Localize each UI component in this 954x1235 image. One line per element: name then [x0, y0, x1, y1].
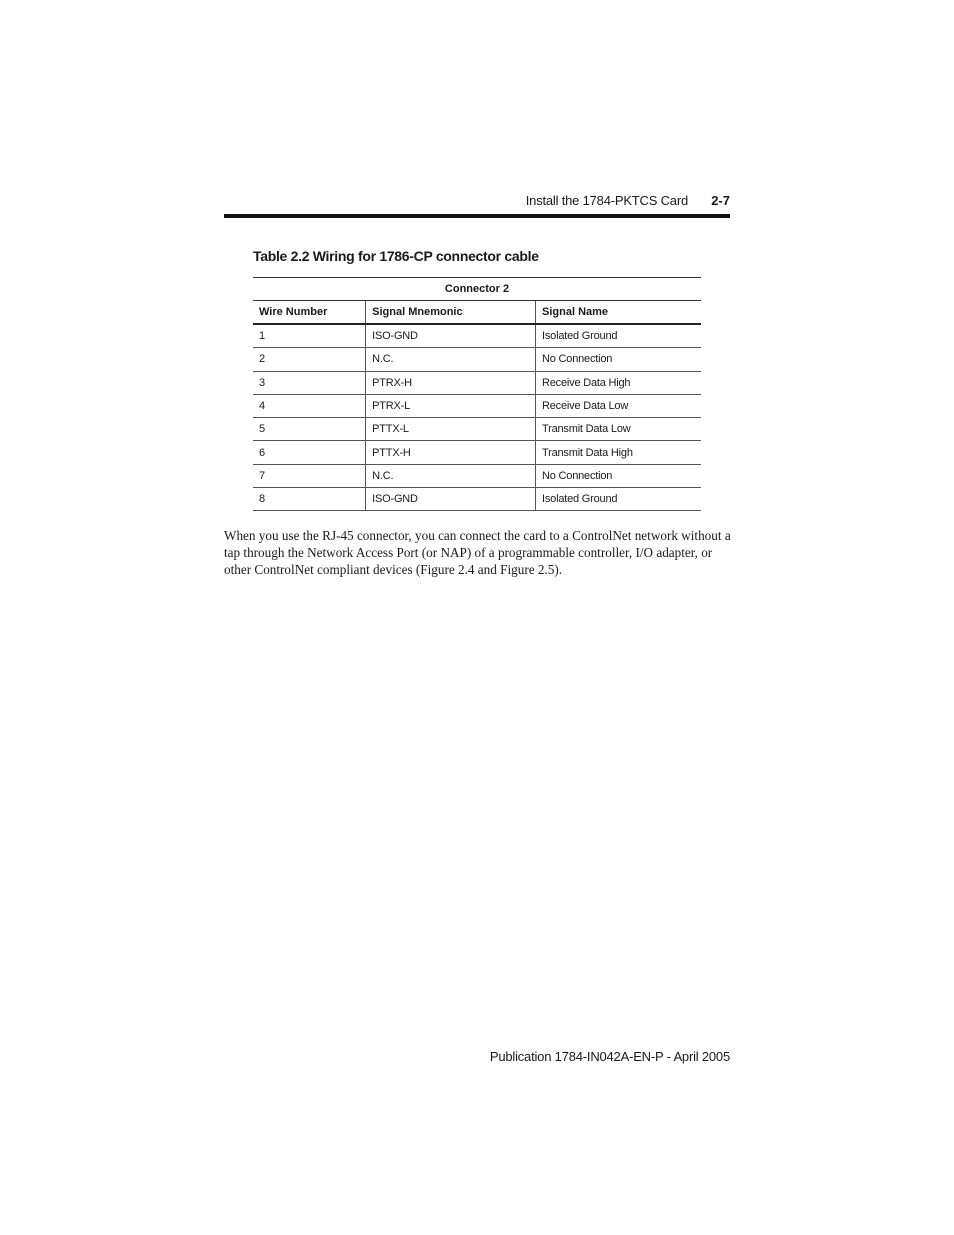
column-header-wire-number: Wire Number [253, 301, 366, 325]
cell-signal-mnemonic: N.C. [366, 348, 536, 371]
table-row [253, 488, 701, 511]
publication-footer: Publication 1784-IN042A-EN-P - April 2005 [489, 1049, 730, 1064]
cell-wire-number: 2 [253, 348, 366, 371]
cell-signal-name: Isolated Ground [536, 324, 701, 348]
cell-signal-mnemonic: N.C. [366, 464, 536, 487]
table-caption: Table 2.2 Wiring for 1786-CP connector cable [253, 248, 539, 264]
cell-wire-number: 4 [253, 394, 366, 417]
cell-signal-name: No Connection [536, 348, 701, 371]
header-title: Install the 1784-PKTCS Card [525, 193, 688, 208]
cell-signal-name: Transmit Data Low [536, 418, 701, 441]
group-header-connector: Connector 2 [253, 278, 701, 301]
page-header [224, 188, 730, 212]
cell-signal-mnemonic: PTTX-L [366, 418, 536, 441]
cell-signal-name: Transmit Data High [536, 441, 701, 464]
table-row [253, 441, 701, 464]
cell-signal-mnemonic: PTRX-L [366, 394, 536, 417]
table-group-header-row [253, 278, 701, 301]
cell-signal-name: No Connection [536, 464, 701, 487]
cell-signal-name: Receive Data High [536, 371, 701, 394]
column-header-signal-name: Signal Name [536, 301, 701, 325]
table-row [253, 464, 701, 487]
cell-signal-name: Isolated Ground [536, 488, 701, 511]
cell-wire-number: 5 [253, 418, 366, 441]
cell-wire-number: 3 [253, 371, 366, 394]
table-row [253, 324, 701, 348]
page-number: 2-7 [711, 193, 730, 208]
column-header-signal-mnemonic: Signal Mnemonic [366, 301, 536, 325]
cell-signal-mnemonic: PTTX-H [366, 441, 536, 464]
table-row [253, 371, 701, 394]
cell-signal-mnemonic: PTRX-H [366, 371, 536, 394]
header-rule [224, 214, 730, 218]
table-column-header-row [253, 301, 701, 325]
cell-signal-mnemonic: ISO-GND [366, 324, 536, 348]
wiring-table [253, 277, 701, 511]
table-row [253, 348, 701, 371]
cell-signal-mnemonic: ISO-GND [366, 488, 536, 511]
table-row [253, 394, 701, 417]
cell-wire-number: 6 [253, 441, 366, 464]
cell-signal-name: Receive Data Low [536, 394, 701, 417]
body-paragraph: When you use the RJ-45 connector, you can connect the card to a ControlNet network without a tap through the Network Access Port (or NAP) of a programmable controller, I/O adapter, or other ControlNet compliant devices (Figure 2.4 and Figure 2.5). [224, 528, 731, 578]
cell-wire-number: 8 [253, 488, 366, 511]
cell-wire-number: 7 [253, 464, 366, 487]
cell-wire-number: 1 [253, 324, 366, 348]
table-row [253, 418, 701, 441]
